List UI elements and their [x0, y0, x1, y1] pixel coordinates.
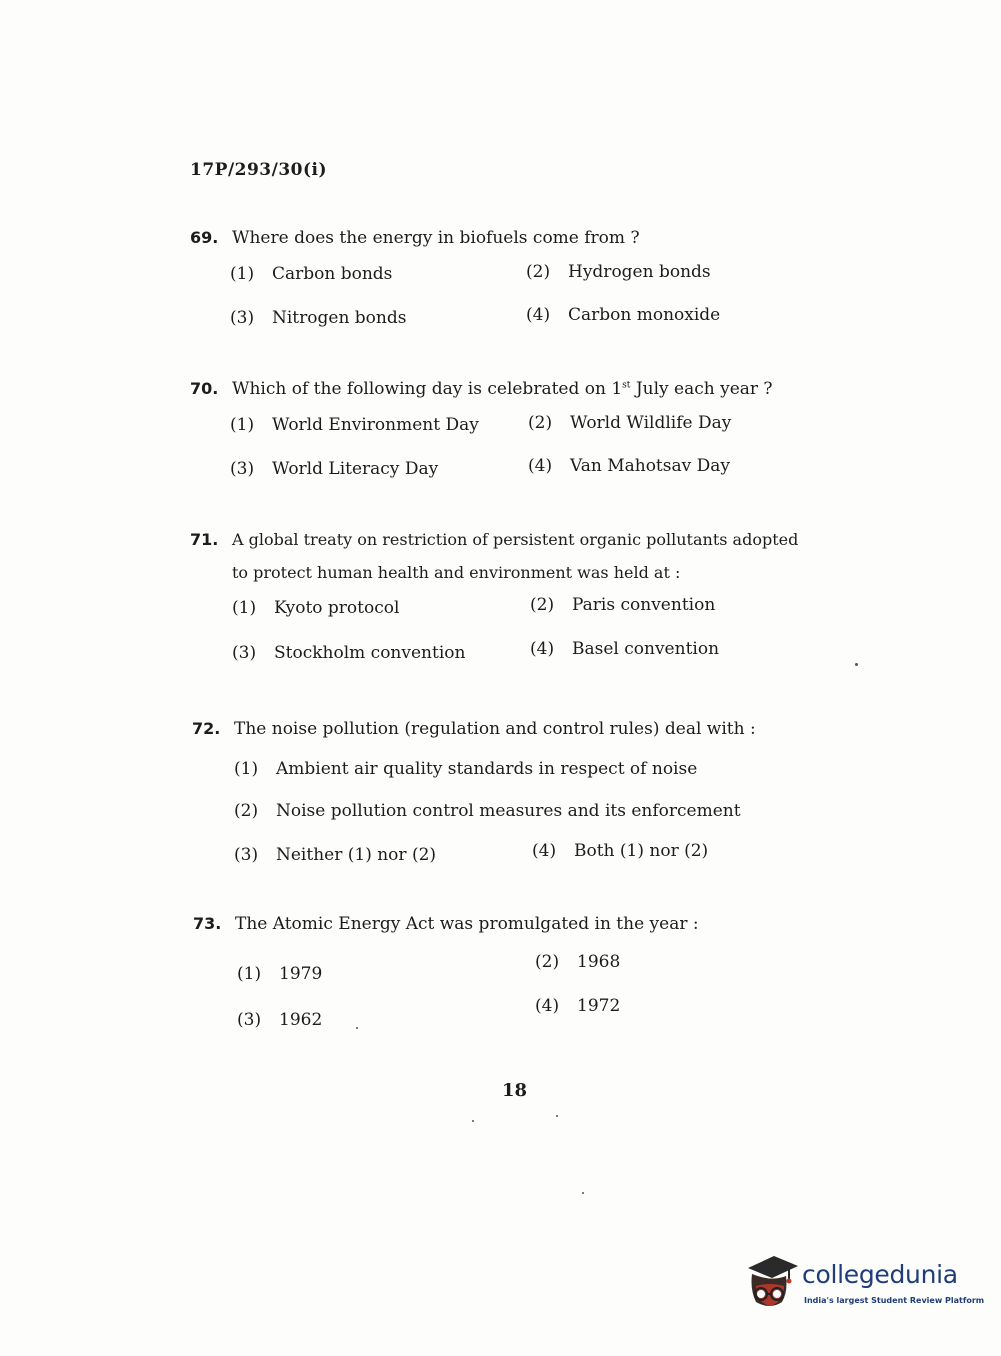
option-4: [526, 305, 720, 325]
paper-code: 17P/293/30(i): [190, 160, 328, 180]
option-1: [230, 264, 392, 284]
option-number: (3): [232, 643, 257, 663]
option-number: (4): [530, 639, 555, 659]
question-69: [190, 228, 721, 328]
question-number: 70.: [190, 379, 219, 398]
option-3: [237, 1010, 322, 1030]
option-label: Basel convention: [572, 639, 720, 659]
option-label: Carbon bonds: [272, 264, 393, 284]
option-label: Nitrogen bonds: [272, 308, 407, 328]
option-label: 1979: [279, 964, 323, 984]
ordinal-superscript: st: [622, 380, 631, 391]
option-number: (3): [234, 845, 259, 865]
option-2: [234, 801, 741, 821]
question-number: 71.: [190, 530, 219, 549]
question-70: [190, 379, 773, 479]
question-text: [232, 379, 773, 399]
option-label: Both (1) nor (2): [574, 841, 709, 861]
option-4: [532, 841, 708, 861]
question-number: 73.: [193, 914, 222, 933]
option-label: 1962: [279, 1010, 323, 1030]
option-2: [530, 595, 715, 615]
option-label: Kyoto protocol: [274, 598, 400, 618]
scan-speck: [582, 1192, 584, 1194]
option-3: [232, 643, 465, 663]
option-2: [526, 262, 711, 282]
option-number: (2): [234, 801, 259, 821]
option-label: Stockholm convention: [274, 643, 466, 663]
option-label: Noise pollution control measures and its enforcement: [276, 801, 741, 821]
option-3: [230, 308, 406, 328]
option-number: (3): [237, 1010, 262, 1030]
question-72: [192, 719, 756, 865]
option-label: 1972: [577, 996, 621, 1016]
option-4: [528, 456, 730, 476]
scan-speck: [855, 663, 858, 666]
option-number: (4): [526, 305, 551, 325]
question-text: Where does the energy in biofuels come from ?: [232, 228, 640, 248]
option-number: (4): [532, 841, 557, 861]
scan-speck: [556, 1115, 558, 1117]
question-text-continued: to protect human health and environment was held at :: [232, 563, 681, 582]
option-number: (1): [234, 759, 259, 779]
question-text: The Atomic Energy Act was promulgated in the year :: [235, 914, 699, 934]
option-1: [237, 964, 322, 984]
option-1: [234, 759, 697, 779]
option-1: [232, 598, 399, 618]
option-2: [535, 952, 620, 972]
option-number: (4): [535, 996, 560, 1016]
option-number: (2): [535, 952, 560, 972]
option-4: [530, 639, 719, 659]
option-3: [234, 845, 436, 865]
option-label: Hydrogen bonds: [568, 262, 711, 282]
collegedunia-watermark: [742, 1252, 985, 1314]
question-text: The noise pollution (regulation and control rules) deal with :: [234, 719, 756, 739]
option-number: (2): [526, 262, 551, 282]
option-label: World Environment Day: [272, 415, 479, 435]
option-number: (3): [230, 308, 255, 328]
question-73: [193, 914, 699, 1030]
option-number: (1): [232, 598, 257, 618]
option-label: Paris convention: [572, 595, 716, 615]
option-label: 1968: [577, 952, 621, 972]
option-label: Ambient air quality standards in respect of noise: [276, 759, 698, 779]
option-number: (1): [237, 964, 262, 984]
question-text-part: Which of the following day is celebrated on 1: [232, 379, 623, 399]
option-number: (2): [530, 595, 555, 615]
option-label: Carbon monoxide: [568, 305, 721, 325]
question-number: 69.: [190, 228, 219, 247]
question-text-part: July each year ?: [630, 379, 773, 399]
brand-name: collegedunia: [802, 1260, 958, 1289]
option-number: (3): [230, 459, 255, 479]
option-label: Van Mahotsav Day: [570, 456, 730, 476]
option-number: (1): [230, 415, 255, 435]
question-text: A global treaty on restriction of persistent organic pollutants adopted: [232, 530, 799, 549]
option-4: [535, 996, 620, 1016]
option-label: World Wildlife Day: [570, 413, 732, 433]
option-label: Neither (1) nor (2): [276, 845, 437, 865]
question-number: 72.: [192, 719, 221, 738]
option-number: (4): [528, 456, 553, 476]
brand-tagline: India's largest Student Review Platform: [804, 1296, 985, 1305]
page-number: 18: [502, 1080, 528, 1101]
scan-speck: [356, 1027, 358, 1029]
option-number: (2): [528, 413, 553, 433]
option-3: [230, 459, 438, 479]
graduate-mascot-icon: [742, 1252, 800, 1312]
scan-speck: [472, 1120, 474, 1122]
question-71: [190, 530, 799, 663]
option-2: [528, 413, 731, 433]
option-label: World Literacy Day: [272, 459, 439, 479]
option-1: [230, 415, 479, 435]
option-number: (1): [230, 264, 255, 284]
